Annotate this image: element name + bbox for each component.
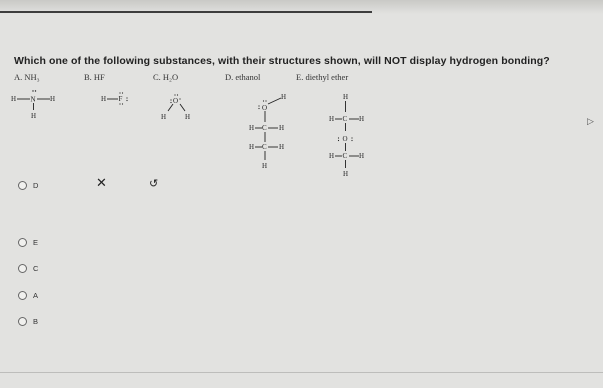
option-label-a: A. NH₃ [14,72,40,82]
bottom-divider [0,372,603,373]
ether-h-c2: H [329,152,335,160]
ethanol-c2: C [262,143,267,151]
answer-label-d: D [33,181,39,190]
ethanol-h-c1r: H [279,124,285,132]
ether-o: O [342,135,348,143]
ether-h-c1: H [329,115,335,123]
ether-h-c2r: H [359,152,365,160]
answer-option-c[interactable] [18,264,38,273]
ethanol-h-c2r: H [279,143,285,151]
radio-c[interactable] [18,264,27,273]
ether-h-top: H [343,93,349,101]
structure-hf [101,92,128,104]
answer-option-a[interactable] [18,291,38,300]
ether-h-c1r: H [359,115,365,123]
ether-h-bottom: H [343,170,349,178]
hf-f: F [118,95,123,103]
ether-c1: C [342,115,348,123]
ether-c2: C [342,152,348,160]
structure-diethyl-ether [329,93,364,178]
radio-a[interactable] [18,291,27,300]
option-label-d: D. ethanol [225,72,261,82]
ethanol-h-c1: H [249,124,255,132]
structure-h2o [161,94,190,121]
radio-b[interactable] [18,317,27,326]
answer-label-b: B [33,317,39,326]
answer-label-e: E [33,238,39,247]
nh3-h-right: H [50,95,56,103]
h2o-o: O [173,97,179,105]
nh3-h-bottom: H [31,112,37,120]
radio-e[interactable] [18,238,27,247]
question-text: Which one of the following substances, with their structures shown, will NOT display hydrogen bonding? [14,55,550,67]
answer-label-c: C [33,264,39,273]
hf-h: H [101,95,107,103]
ethanol-o: O [262,104,268,112]
answer-label-a: A [33,291,39,300]
structure-ethanol [249,93,286,170]
answer-option-e[interactable] [18,238,38,247]
ethanol-c1: C [262,124,267,132]
ethanol-h-bottom: H [262,162,268,170]
structure-nh3 [11,90,55,120]
cursor-icon: ▷ [587,116,594,126]
ethanol-h-o: H [281,93,287,101]
h2o-h-right: H [185,113,191,121]
answer-option-d[interactable] [18,181,38,190]
radio-d[interactable] [18,181,27,190]
x-icon[interactable]: ✕ [96,175,107,190]
option-label-c: C. H₂O [153,72,179,82]
nh3-h-left: H [11,95,17,103]
option-label-b: B. HF [84,72,105,82]
undo-icon[interactable]: ↺ [149,178,159,190]
nh3-n: N [30,95,36,104]
answer-option-b[interactable] [18,317,38,326]
option-label-e: E. diethyl ether [296,72,349,82]
h2o-h-left: H [161,113,167,121]
ethanol-h-c2: H [249,143,255,151]
